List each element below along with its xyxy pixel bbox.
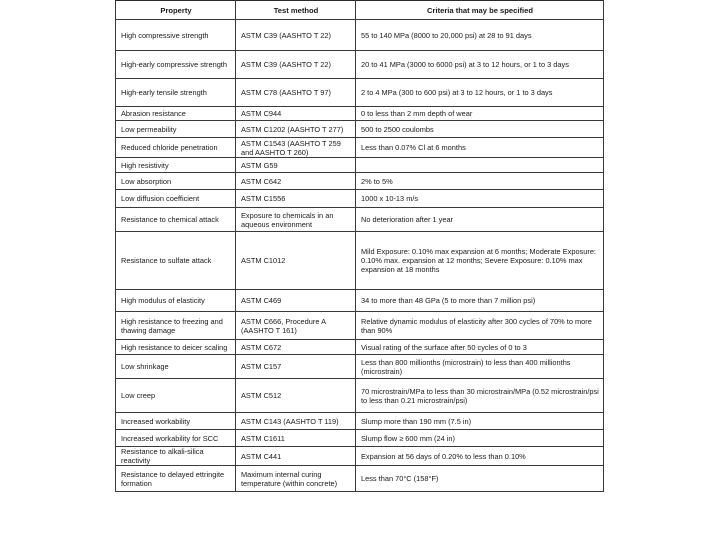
criteria-cell: No deterioration after 1 year [356,208,604,232]
test-method-cell: Maximum internal curing temperature (within concrete) [236,466,356,492]
header-test-method: Test method [236,1,356,20]
criteria-cell: 500 to 2500 coulombs [356,121,604,138]
criteria-cell: Less than 0.07% Cl at 6 months [356,138,604,158]
property-cell: Resistance to chemical attack [116,208,236,232]
property-cell: Resistance to sulfate attack [116,232,236,290]
test-method-cell: Exposure to chemicals in an aqueous environment [236,208,356,232]
property-cell: High compressive strength [116,20,236,51]
criteria-cell: Less than 800 millionths (microstrain) to less than 400 millionths (microstrain) [356,355,604,379]
criteria-cell: Slump flow ≥ 600 mm (24 in) [356,430,604,447]
table-row [116,79,604,107]
table-row [116,379,604,413]
property-cell: High-early tensile strength [116,79,236,107]
criteria-cell: 55 to 140 MPa (8000 to 20,000 psi) at 28 to 91 days [356,20,604,51]
property-cell: Low creep [116,379,236,413]
property-cell: Reduced chloride penetration [116,138,236,158]
table-row [116,312,604,340]
criteria-cell: Visual rating of the surface after 50 cycles of 0 to 3 [356,340,604,355]
table-row [116,430,604,447]
test-method-cell: ASTM G59 [236,158,356,173]
criteria-cell: 0 to less than 2 mm depth of wear [356,107,604,121]
criteria-cell: 34 to more than 48 GPa (5 to more than 7 million psi) [356,290,604,312]
test-method-cell: ASTM C666, Procedure A (AASHTO T 161) [236,312,356,340]
test-method-cell: ASTM C944 [236,107,356,121]
property-cell: Increased workability for SCC [116,430,236,447]
header-criteria: Criteria that may be specified [356,1,604,20]
table-row [116,173,604,190]
property-cell: High resistance to deicer scaling [116,340,236,355]
test-method-cell: ASTM C78 (AASHTO T 97) [236,79,356,107]
property-cell: Low shrinkage [116,355,236,379]
test-method-cell: ASTM C672 [236,340,356,355]
header-property: Property [116,1,236,20]
test-method-cell: ASTM C143 (AASHTO T 119) [236,413,356,430]
criteria-cell: 2% to 5% [356,173,604,190]
concrete-spec-table [115,0,604,492]
table-row [116,355,604,379]
property-cell: Low diffusion coefficient [116,190,236,208]
test-method-cell: ASTM C39 (AASHTO T 22) [236,20,356,51]
test-method-cell: ASTM C469 [236,290,356,312]
test-method-cell: ASTM C1012 [236,232,356,290]
criteria-cell: Mild Exposure: 0.10% max expansion at 6 months; Moderate Exposure: 0.10% max. expansion at 12 months; Severe Exposure: 0.10% max expansion at 18 months [356,232,604,290]
property-cell: Low absorption [116,173,236,190]
criteria-cell: 70 microstrain/MPa to less than 30 microstrain/MPa (0.52 microstrain/psi to less than 0.21 microstrain/psi) [356,379,604,413]
table-row [116,158,604,173]
property-cell: Resistance to alkali-silica reactivity [116,447,236,466]
test-method-cell: ASTM C1202 (AASHTO T 277) [236,121,356,138]
property-cell: High modulus of elasticity [116,290,236,312]
test-method-cell: ASTM C642 [236,173,356,190]
test-method-cell: ASTM C441 [236,447,356,466]
table-row [116,51,604,79]
property-cell: Abrasion resistance [116,107,236,121]
criteria-cell: Relative dynamic modulus of elasticity after 300 cycles of 70% to more than 90% [356,312,604,340]
spec-table-container [115,0,603,540]
test-method-cell: ASTM C157 [236,355,356,379]
test-method-cell: ASTM C1556 [236,190,356,208]
criteria-cell: 2 to 4 MPa (300 to 600 psi) at 3 to 12 hours, or 1 to 3 days [356,79,604,107]
table-row [116,466,604,492]
criteria-cell: Slump more than 190 mm (7.5 in) [356,413,604,430]
table-row [116,138,604,158]
criteria-cell: 20 to 41 MPa (3000 to 6000 psi) at 3 to 12 hours, or 1 to 3 days [356,51,604,79]
test-method-cell: ASTM C512 [236,379,356,413]
test-method-cell: ASTM C1611 [236,430,356,447]
table-row [116,413,604,430]
test-method-cell: ASTM C1543 (AASHTO T 259 and AASHTO T 260) [236,138,356,158]
table-row [116,121,604,138]
property-cell: Low permeability [116,121,236,138]
property-cell: High resistivity [116,158,236,173]
property-cell: Increased workability [116,413,236,430]
table-row [116,208,604,232]
criteria-cell: Less than 70°C (158°F) [356,466,604,492]
property-cell: High-early compressive strength [116,51,236,79]
criteria-cell: 1000 x 10-13 m/s [356,190,604,208]
table-row [116,20,604,51]
table-row [116,107,604,121]
table-row [116,290,604,312]
table-header-row [116,1,604,20]
criteria-cell: Expansion at 56 days of 0.20% to less than 0.10% [356,447,604,466]
table-row [116,190,604,208]
table-row [116,447,604,466]
property-cell: Resistance to delayed ettringite formation [116,466,236,492]
test-method-cell: ASTM C39 (AASHTO T 22) [236,51,356,79]
criteria-cell [356,158,604,173]
table-row [116,232,604,290]
property-cell: High resistance to freezing and thawing damage [116,312,236,340]
table-row [116,340,604,355]
